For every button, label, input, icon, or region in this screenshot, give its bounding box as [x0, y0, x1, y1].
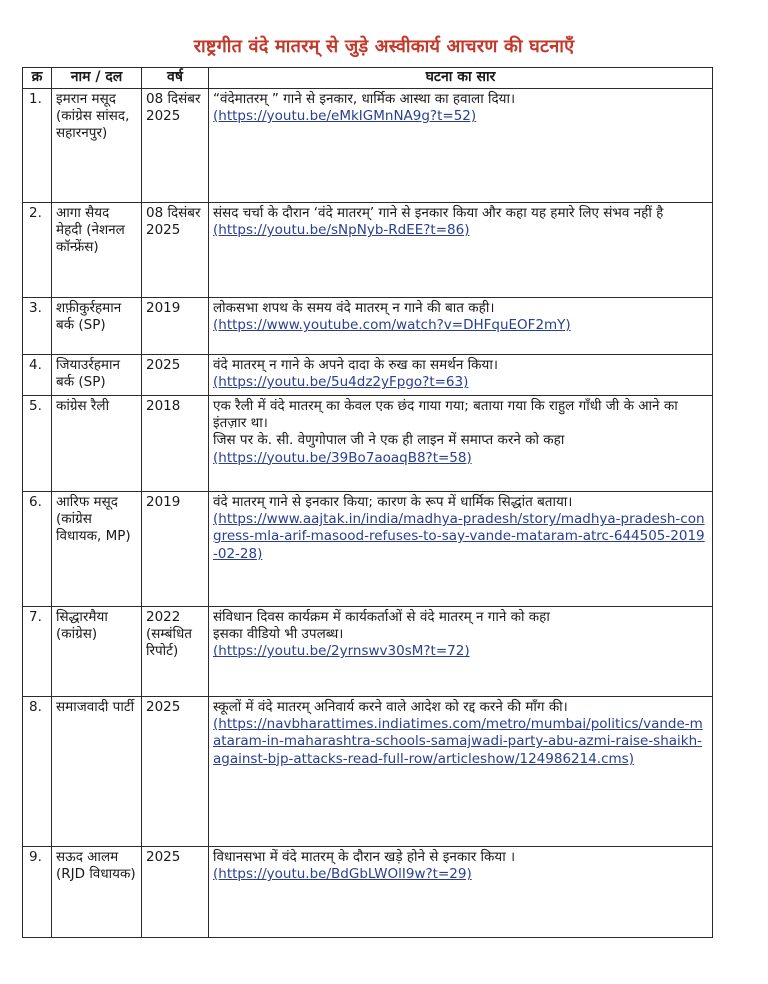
row-year: 08 दिसंबर 2025: [142, 202, 209, 297]
summary-text: वंदे मातरम् गाने से इनकार किया; कारण के रूप में धार्मिक सिद्धांत बताया।: [213, 493, 573, 510]
row-year: 2019: [142, 297, 209, 354]
row-summary: [209, 354, 713, 395]
row-name-party: सऊद आलम (RJD विधायक): [52, 846, 142, 937]
row-year: 2018: [142, 395, 209, 491]
header-serial: क्र: [23, 68, 52, 89]
row-serial: 8.: [23, 696, 52, 846]
source-link[interactable]: (https://www.aajtak.in/india/madhya-pradesh/story/madhya-pradesh-congress-mla-arif-masood-refuses-to-say-vande-mataram-atrc-644505-2019-02-28): [213, 511, 705, 562]
table-row: [23, 846, 713, 937]
row-summary: [209, 395, 713, 491]
row-name-party: आगा सैयद मेहदी (नेशनल कॉन्फ्रेंस): [52, 202, 142, 297]
source-link[interactable]: (https://youtu.be/5u4dz2yFpgo?t=63): [213, 374, 469, 391]
row-name-party: शफ़ीकुर्रहमान बर्क (SP): [52, 297, 142, 354]
summary-text: लोकसभा शपथ के समय वंदे मातरम् न गाने की बात कही।: [213, 299, 495, 316]
row-summary: [209, 846, 713, 937]
table-row: [23, 491, 713, 606]
row-serial: 3.: [23, 297, 52, 354]
header-summary: घटना का सार: [209, 68, 713, 89]
row-serial: 4.: [23, 354, 52, 395]
source-link[interactable]: (https://youtu.be/2yrnswv30sM?t=72): [213, 643, 470, 660]
summary-text: संसद चर्चा के दौरान ‘वंदे मातरम्’ गाने से इनकार किया और कहा यह हमारे लिए संभव नहीं है: [213, 204, 664, 221]
row-year: 08 दिसंबर 2025: [142, 88, 209, 202]
row-summary: [209, 297, 713, 354]
row-year: 2019: [142, 491, 209, 606]
header-name-party: नाम / दल: [52, 68, 142, 89]
row-name-party: कांग्रेस रैली: [52, 395, 142, 491]
table-row: [23, 202, 713, 297]
row-name-party: इमरान मसूद (कांग्रेस सांसद, सहारनपुर): [52, 88, 142, 202]
row-year: 2025: [142, 696, 209, 846]
source-link[interactable]: (https://youtu.be/39Bo7aoaqB8?t=58): [213, 449, 472, 466]
row-summary: [209, 88, 713, 202]
table-row: [23, 395, 713, 491]
table-row: [23, 354, 713, 395]
table-row: [23, 297, 713, 354]
source-link[interactable]: (https://navbharattimes.indiatimes.com/metro/mumbai/politics/vande-mataram-in-maharashtra-schools-samajwadi-party-abu-azmi-raise-shaikh-against-bjp-attacks-read-full-row/articleshow/124986214.cms): [213, 716, 703, 767]
row-serial: 6.: [23, 491, 52, 606]
source-link[interactable]: (https://youtu.be/eMkIGMnNA9g?t=52): [213, 108, 477, 125]
summary-text: स्कूलों में वंदे मातरम् अनिवार्य करने वाले आदेश को रद्द करने की माँग की।: [213, 698, 568, 715]
source-link[interactable]: (https://youtu.be/sNpNyb-RdEE?t=86): [213, 222, 470, 239]
row-name-party: जियाउर्रहमान बर्क (SP): [52, 354, 142, 395]
row-serial: 7.: [23, 606, 52, 696]
row-name-party: सिद्धारमैया (कांग्रेस): [52, 606, 142, 696]
summary-text: एक रैली में वंदे मातरम् का केवल एक छंद गाया गया; बताया गया कि राहुल गाँधी जी के आने का इंतज़ार था।: [213, 397, 678, 432]
table-row: [23, 606, 713, 696]
row-summary: [209, 696, 713, 846]
row-name-party: आरिफ मसूद (कांग्रेस विधायक, MP): [52, 491, 142, 606]
source-link[interactable]: (https://youtu.be/BdGbLWOlI9w?t=29): [213, 866, 472, 883]
row-year: 2025: [142, 846, 209, 937]
row-serial: 2.: [23, 202, 52, 297]
row-summary: [209, 606, 713, 696]
source-link[interactable]: (https://www.youtube.com/watch?v=DHFquEOF2mY): [213, 317, 571, 334]
row-serial: 9.: [23, 846, 52, 937]
summary-text: इसका वीडियो भी उपलब्ध।: [213, 626, 344, 643]
table-row: [23, 88, 713, 202]
header-year: वर्ष: [142, 68, 209, 89]
table-row: [23, 696, 713, 846]
summary-text: जिस पर के. सी. वेणुगोपाल जी ने एक ही लाइन में समाप्त करने को कहा: [213, 432, 565, 449]
table-header-row: [23, 68, 713, 89]
row-name-party: समाजवादी पार्टी: [52, 696, 142, 846]
row-summary: [209, 491, 713, 606]
row-serial: 1.: [23, 88, 52, 202]
row-serial: 5.: [23, 395, 52, 491]
row-year: 2022 (सम्बंधित रिपोर्ट): [142, 606, 209, 696]
summary-text: संविधान दिवस कार्यक्रम में कार्यकर्ताओं से वंदे मातरम् न गाने को कहा: [213, 608, 550, 625]
page-title: राष्ट्रगीत वंदे मातरम् से जुड़े अस्वीकार्य आचरण की घटनाएँ: [193, 36, 575, 57]
row-summary: [209, 202, 713, 297]
summary-text: विधानसभा में वंदे मातरम् के दौरान खड़े होने से इनकार किया ।: [213, 848, 516, 865]
row-year: 2025: [142, 354, 209, 395]
summary-text: वंदे मातरम् न गाने के अपने दादा के रुख का समर्थन किया।: [213, 356, 498, 373]
incidents-table: [22, 67, 713, 938]
summary-text: “वंदेमातरम् ” गाने से इनकार, धार्मिक आस्था का हवाला दिया।: [213, 90, 516, 107]
